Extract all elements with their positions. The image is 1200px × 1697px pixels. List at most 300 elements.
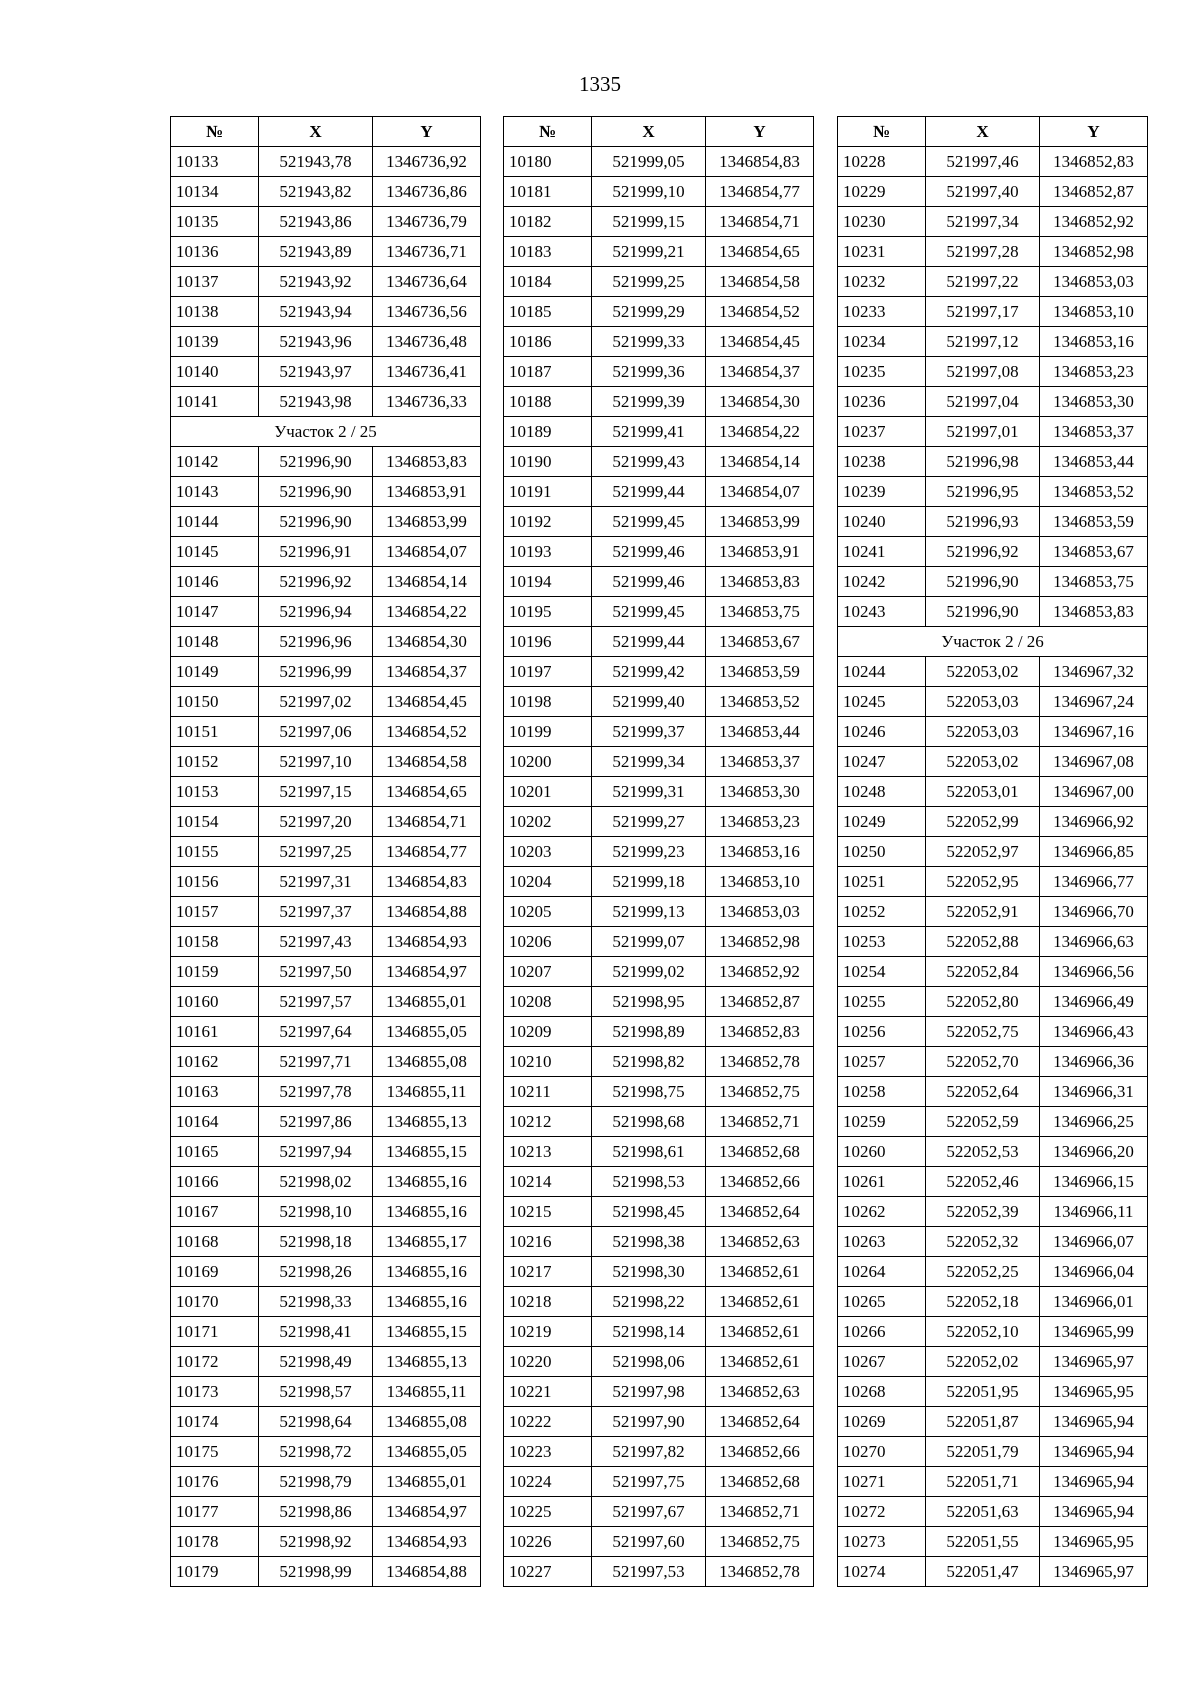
x-coordinate-cell: 521996,90 [259,477,373,507]
table-row [838,837,1148,867]
point-number-cell: 10250 [838,837,926,867]
table-row [504,597,814,627]
x-coordinate-cell: 521998,18 [259,1227,373,1257]
x-coordinate-cell: 522051,79 [926,1437,1040,1467]
x-coordinate-cell: 521998,99 [259,1557,373,1587]
x-coordinate-cell: 521997,71 [259,1047,373,1077]
point-number-cell: 10133 [171,147,259,177]
y-coordinate-cell: 1346853,44 [1040,447,1148,477]
x-coordinate-cell: 521997,34 [926,207,1040,237]
point-number-cell: 10205 [504,897,592,927]
y-coordinate-cell: 1346852,61 [706,1257,814,1287]
y-coordinate-cell: 1346854,97 [373,1497,481,1527]
point-number-cell: 10215 [504,1197,592,1227]
y-coordinate-cell: 1346854,22 [373,597,481,627]
y-coordinate-cell: 1346854,07 [373,537,481,567]
x-coordinate-cell: 521999,21 [592,237,706,267]
x-coordinate-cell: 521997,15 [259,777,373,807]
y-coordinate-cell: 1346853,52 [706,687,814,717]
y-coordinate-cell: 1346852,75 [706,1527,814,1557]
x-coordinate-cell: 521943,97 [259,357,373,387]
x-coordinate-cell: 521997,20 [259,807,373,837]
y-coordinate-cell: 1346853,91 [373,477,481,507]
x-coordinate-cell: 521999,10 [592,177,706,207]
x-coordinate-cell: 521999,27 [592,807,706,837]
x-coordinate-cell: 521997,02 [259,687,373,717]
y-coordinate-cell: 1346966,36 [1040,1047,1148,1077]
x-coordinate-cell: 521998,02 [259,1167,373,1197]
point-number-cell: 10256 [838,1017,926,1047]
y-coordinate-cell: 1346853,83 [1040,597,1148,627]
x-coordinate-cell: 522052,59 [926,1107,1040,1137]
x-coordinate-cell: 521996,92 [926,537,1040,567]
x-coordinate-cell: 521998,75 [592,1077,706,1107]
table-row [171,837,481,867]
table-row [171,357,481,387]
x-coordinate-cell: 521999,33 [592,327,706,357]
coordinates-table-2 [503,116,814,1587]
table-row [171,627,481,657]
x-coordinate-cell: 521999,18 [592,867,706,897]
x-coordinate-cell: 522052,84 [926,957,1040,987]
point-number-cell: 10242 [838,567,926,597]
point-number-cell: 10207 [504,957,592,987]
table-header-row [838,117,1148,147]
point-number-cell: 10221 [504,1377,592,1407]
y-coordinate-cell: 1346853,23 [1040,357,1148,387]
x-coordinate-cell: 521996,95 [926,477,1040,507]
table-row [838,747,1148,777]
point-number-cell: 10153 [171,777,259,807]
point-number-cell: 10217 [504,1257,592,1287]
table-row [504,1137,814,1167]
point-number-cell: 10157 [171,897,259,927]
table-row [171,1557,481,1587]
x-coordinate-cell: 522052,70 [926,1047,1040,1077]
y-coordinate-cell: 1346853,67 [706,627,814,657]
table-row [504,1197,814,1227]
point-number-cell: 10168 [171,1227,259,1257]
table-row [504,237,814,267]
point-number-cell: 10216 [504,1227,592,1257]
table-row [838,1047,1148,1077]
table-row [504,1257,814,1287]
y-coordinate-cell: 1346853,99 [373,507,481,537]
y-coordinate-cell: 1346966,20 [1040,1137,1148,1167]
table-row [171,1317,481,1347]
y-coordinate-cell: 1346965,97 [1040,1347,1148,1377]
y-coordinate-cell: 1346853,10 [1040,297,1148,327]
point-number-cell: 10247 [838,747,926,777]
point-number-cell: 10239 [838,477,926,507]
x-coordinate-cell: 521999,13 [592,897,706,927]
table-row [504,807,814,837]
table-row [838,507,1148,537]
table-row [838,1437,1148,1467]
y-coordinate-cell: 1346853,75 [1040,567,1148,597]
point-number-cell: 10225 [504,1497,592,1527]
point-number-cell: 10188 [504,387,592,417]
x-coordinate-cell: 522051,47 [926,1557,1040,1587]
point-number-cell: 10184 [504,267,592,297]
y-coordinate-cell: 1346852,83 [706,1017,814,1047]
table-row [838,357,1148,387]
point-number-cell: 10186 [504,327,592,357]
table-row [838,1347,1148,1377]
table-row [171,177,481,207]
table-row [838,1197,1148,1227]
y-coordinate-cell: 1346854,52 [706,297,814,327]
table-row [504,687,814,717]
table-row [838,147,1148,177]
x-coordinate-cell: 521943,96 [259,327,373,357]
y-coordinate-cell: 1346853,83 [706,567,814,597]
y-coordinate-cell: 1346852,68 [706,1137,814,1167]
table-row [504,297,814,327]
table-row [171,387,481,417]
point-number-cell: 10183 [504,237,592,267]
y-coordinate-cell: 1346855,08 [373,1407,481,1437]
point-number-cell: 10179 [171,1557,259,1587]
x-coordinate-cell: 521996,96 [259,627,373,657]
y-coordinate-cell: 1346966,01 [1040,1287,1148,1317]
point-number-cell: 10193 [504,537,592,567]
x-coordinate-cell: 521998,61 [592,1137,706,1167]
x-coordinate-cell: 522052,10 [926,1317,1040,1347]
point-number-cell: 10140 [171,357,259,387]
table-row [504,1227,814,1257]
table-row [504,1497,814,1527]
y-coordinate-cell: 1346855,16 [373,1257,481,1287]
table-row [171,1197,481,1227]
x-coordinate-cell: 521997,94 [259,1137,373,1167]
table-row [171,597,481,627]
point-number-cell: 10214 [504,1167,592,1197]
table-row [171,1347,481,1377]
y-coordinate-cell: 1346855,08 [373,1047,481,1077]
table-row [838,657,1148,687]
table-row [504,957,814,987]
table-row [504,387,814,417]
y-coordinate-cell: 1346966,85 [1040,837,1148,867]
y-coordinate-cell: 1346966,56 [1040,957,1148,987]
x-coordinate-cell: 521943,78 [259,147,373,177]
table-row [171,807,481,837]
x-coordinate-cell: 521997,28 [926,237,1040,267]
x-coordinate-cell: 521943,98 [259,387,373,417]
header-y: Y [373,117,481,147]
table-row [838,777,1148,807]
x-coordinate-cell: 521998,38 [592,1227,706,1257]
x-coordinate-cell: 521996,98 [926,447,1040,477]
x-coordinate-cell: 521998,72 [259,1437,373,1467]
point-number-cell: 10204 [504,867,592,897]
table-row [504,837,814,867]
point-number-cell: 10220 [504,1347,592,1377]
x-coordinate-cell: 521998,68 [592,1107,706,1137]
point-number-cell: 10171 [171,1317,259,1347]
y-coordinate-cell: 1346854,97 [373,957,481,987]
x-coordinate-cell: 521997,90 [592,1407,706,1437]
x-coordinate-cell: 521997,57 [259,987,373,1017]
point-number-cell: 10271 [838,1467,926,1497]
y-coordinate-cell: 1346854,93 [373,1527,481,1557]
point-number-cell: 10265 [838,1287,926,1317]
table-row [171,747,481,777]
point-number-cell: 10264 [838,1257,926,1287]
x-coordinate-cell: 521998,33 [259,1287,373,1317]
x-coordinate-cell: 522052,53 [926,1137,1040,1167]
table-row [171,477,481,507]
x-coordinate-cell: 522053,03 [926,687,1040,717]
y-coordinate-cell: 1346854,83 [706,147,814,177]
point-number-cell: 10167 [171,1197,259,1227]
table-row [838,1077,1148,1107]
x-coordinate-cell: 521996,90 [259,447,373,477]
point-number-cell: 10173 [171,1377,259,1407]
point-number-cell: 10176 [171,1467,259,1497]
x-coordinate-cell: 521998,95 [592,987,706,1017]
point-number-cell: 10166 [171,1167,259,1197]
x-coordinate-cell: 522052,32 [926,1227,1040,1257]
coordinates-table-1 [170,116,481,1587]
point-number-cell: 10178 [171,1527,259,1557]
point-number-cell: 10211 [504,1077,592,1107]
point-number-cell: 10243 [838,597,926,627]
y-coordinate-cell: 1346855,17 [373,1227,481,1257]
y-coordinate-cell: 1346967,08 [1040,747,1148,777]
table-row [838,207,1148,237]
y-coordinate-cell: 1346852,92 [1040,207,1148,237]
y-coordinate-cell: 1346965,94 [1040,1467,1148,1497]
y-coordinate-cell: 1346853,16 [1040,327,1148,357]
point-number-cell: 10143 [171,477,259,507]
table-row [171,1137,481,1167]
table-row [838,987,1148,1017]
y-coordinate-cell: 1346853,59 [1040,507,1148,537]
point-number-cell: 10273 [838,1527,926,1557]
x-coordinate-cell: 522053,01 [926,777,1040,807]
y-coordinate-cell: 1346854,30 [706,387,814,417]
point-number-cell: 10244 [838,657,926,687]
table-row [838,1317,1148,1347]
y-coordinate-cell: 1346736,64 [373,267,481,297]
table-row [838,1227,1148,1257]
y-coordinate-cell: 1346736,86 [373,177,481,207]
table-header-row [171,117,481,147]
point-number-cell: 10185 [504,297,592,327]
x-coordinate-cell: 522052,80 [926,987,1040,1017]
y-coordinate-cell: 1346852,87 [1040,177,1148,207]
point-number-cell: 10233 [838,297,926,327]
point-number-cell: 10206 [504,927,592,957]
table-row [171,237,481,267]
y-coordinate-cell: 1346853,10 [706,867,814,897]
table-row [838,717,1148,747]
point-number-cell: 10141 [171,387,259,417]
point-number-cell: 10230 [838,207,926,237]
point-number-cell: 10139 [171,327,259,357]
y-coordinate-cell: 1346853,44 [706,717,814,747]
point-number-cell: 10246 [838,717,926,747]
y-coordinate-cell: 1346965,94 [1040,1407,1148,1437]
point-number-cell: 10136 [171,237,259,267]
y-coordinate-cell: 1346854,65 [706,237,814,267]
x-coordinate-cell: 522052,97 [926,837,1040,867]
point-number-cell: 10241 [838,537,926,567]
table-row [171,897,481,927]
x-coordinate-cell: 521998,86 [259,1497,373,1527]
y-coordinate-cell: 1346852,61 [706,1317,814,1347]
y-coordinate-cell: 1346852,64 [706,1197,814,1227]
table-row [838,1467,1148,1497]
y-coordinate-cell: 1346853,30 [1040,387,1148,417]
y-coordinate-cell: 1346966,15 [1040,1167,1148,1197]
y-coordinate-cell: 1346854,71 [373,807,481,837]
y-coordinate-cell: 1346736,56 [373,297,481,327]
y-coordinate-cell: 1346966,31 [1040,1077,1148,1107]
x-coordinate-cell: 521998,45 [592,1197,706,1227]
y-coordinate-cell: 1346852,66 [706,1437,814,1467]
table-row [838,447,1148,477]
y-coordinate-cell: 1346852,61 [706,1287,814,1317]
y-coordinate-cell: 1346854,58 [373,747,481,777]
point-number-cell: 10229 [838,177,926,207]
y-coordinate-cell: 1346854,07 [706,477,814,507]
table-row [838,867,1148,897]
table-row [171,1377,481,1407]
point-number-cell: 10172 [171,1347,259,1377]
x-coordinate-cell: 521943,82 [259,177,373,207]
y-coordinate-cell: 1346855,05 [373,1017,481,1047]
x-coordinate-cell: 521997,60 [592,1527,706,1557]
point-number-cell: 10149 [171,657,259,687]
point-number-cell: 10164 [171,1107,259,1137]
point-number-cell: 10235 [838,357,926,387]
point-number-cell: 10190 [504,447,592,477]
table-row [838,327,1148,357]
table-row [171,777,481,807]
header-number: № [171,117,259,147]
y-coordinate-cell: 1346736,33 [373,387,481,417]
point-number-cell: 10240 [838,507,926,537]
table-row [171,927,481,957]
y-coordinate-cell: 1346852,61 [706,1347,814,1377]
table-row [171,447,481,477]
y-coordinate-cell: 1346736,71 [373,237,481,267]
x-coordinate-cell: 521998,53 [592,1167,706,1197]
x-coordinate-cell: 522052,46 [926,1167,1040,1197]
table-row [504,477,814,507]
point-number-cell: 10224 [504,1467,592,1497]
y-coordinate-cell: 1346967,32 [1040,657,1148,687]
y-coordinate-cell: 1346854,93 [373,927,481,957]
point-number-cell: 10251 [838,867,926,897]
y-coordinate-cell: 1346855,11 [373,1377,481,1407]
point-number-cell: 10254 [838,957,926,987]
x-coordinate-cell: 521943,94 [259,297,373,327]
x-coordinate-cell: 521999,36 [592,357,706,387]
y-coordinate-cell: 1346852,71 [706,1107,814,1137]
point-number-cell: 10228 [838,147,926,177]
y-coordinate-cell: 1346854,14 [373,567,481,597]
point-number-cell: 10195 [504,597,592,627]
point-number-cell: 10266 [838,1317,926,1347]
x-coordinate-cell: 521997,31 [259,867,373,897]
x-coordinate-cell: 522052,99 [926,807,1040,837]
point-number-cell: 10161 [171,1017,259,1047]
y-coordinate-cell: 1346852,78 [706,1557,814,1587]
table-row [504,417,814,447]
table-row [504,207,814,237]
point-number-cell: 10146 [171,567,259,597]
table-row [171,1227,481,1257]
x-coordinate-cell: 521998,89 [592,1017,706,1047]
table-row [838,537,1148,567]
x-coordinate-cell: 521999,05 [592,147,706,177]
table-row [171,717,481,747]
header-x: X [926,117,1040,147]
y-coordinate-cell: 1346855,11 [373,1077,481,1107]
point-number-cell: 10135 [171,207,259,237]
table-row [838,387,1148,417]
point-number-cell: 10155 [171,837,259,867]
y-coordinate-cell: 1346736,79 [373,207,481,237]
point-number-cell: 10147 [171,597,259,627]
x-coordinate-cell: 521997,17 [926,297,1040,327]
x-coordinate-cell: 521997,25 [259,837,373,867]
table-row [838,1497,1148,1527]
x-coordinate-cell: 521997,82 [592,1437,706,1467]
table-row [838,597,1148,627]
table-row [171,1017,481,1047]
y-coordinate-cell: 1346855,05 [373,1437,481,1467]
y-coordinate-cell: 1346852,71 [706,1497,814,1527]
x-coordinate-cell: 521999,43 [592,447,706,477]
table-row [171,657,481,687]
x-coordinate-cell: 521997,22 [926,267,1040,297]
point-number-cell: 10212 [504,1107,592,1137]
point-number-cell: 10160 [171,987,259,1017]
y-coordinate-cell: 1346967,00 [1040,777,1148,807]
x-coordinate-cell: 521998,26 [259,1257,373,1287]
y-coordinate-cell: 1346966,43 [1040,1017,1148,1047]
point-number-cell: 10232 [838,267,926,297]
table-row [504,1527,814,1557]
table-row [838,1257,1148,1287]
x-coordinate-cell: 521999,45 [592,507,706,537]
x-coordinate-cell: 521999,40 [592,687,706,717]
table-row [171,1167,481,1197]
x-coordinate-cell: 522052,95 [926,867,1040,897]
header-y: Y [706,117,814,147]
table-row [171,267,481,297]
x-coordinate-cell: 521997,98 [592,1377,706,1407]
x-coordinate-cell: 521997,67 [592,1497,706,1527]
section-heading: Участок 2 / 26 [838,627,1148,657]
x-coordinate-cell: 522052,91 [926,897,1040,927]
y-coordinate-cell: 1346966,63 [1040,927,1148,957]
x-coordinate-cell: 521999,37 [592,717,706,747]
x-coordinate-cell: 521999,42 [592,657,706,687]
x-coordinate-cell: 521998,22 [592,1287,706,1317]
table-row [504,777,814,807]
y-coordinate-cell: 1346966,04 [1040,1257,1148,1287]
x-coordinate-cell: 521997,50 [259,957,373,987]
y-coordinate-cell: 1346965,97 [1040,1557,1148,1587]
y-coordinate-cell: 1346965,94 [1040,1437,1148,1467]
table-row [838,1407,1148,1437]
